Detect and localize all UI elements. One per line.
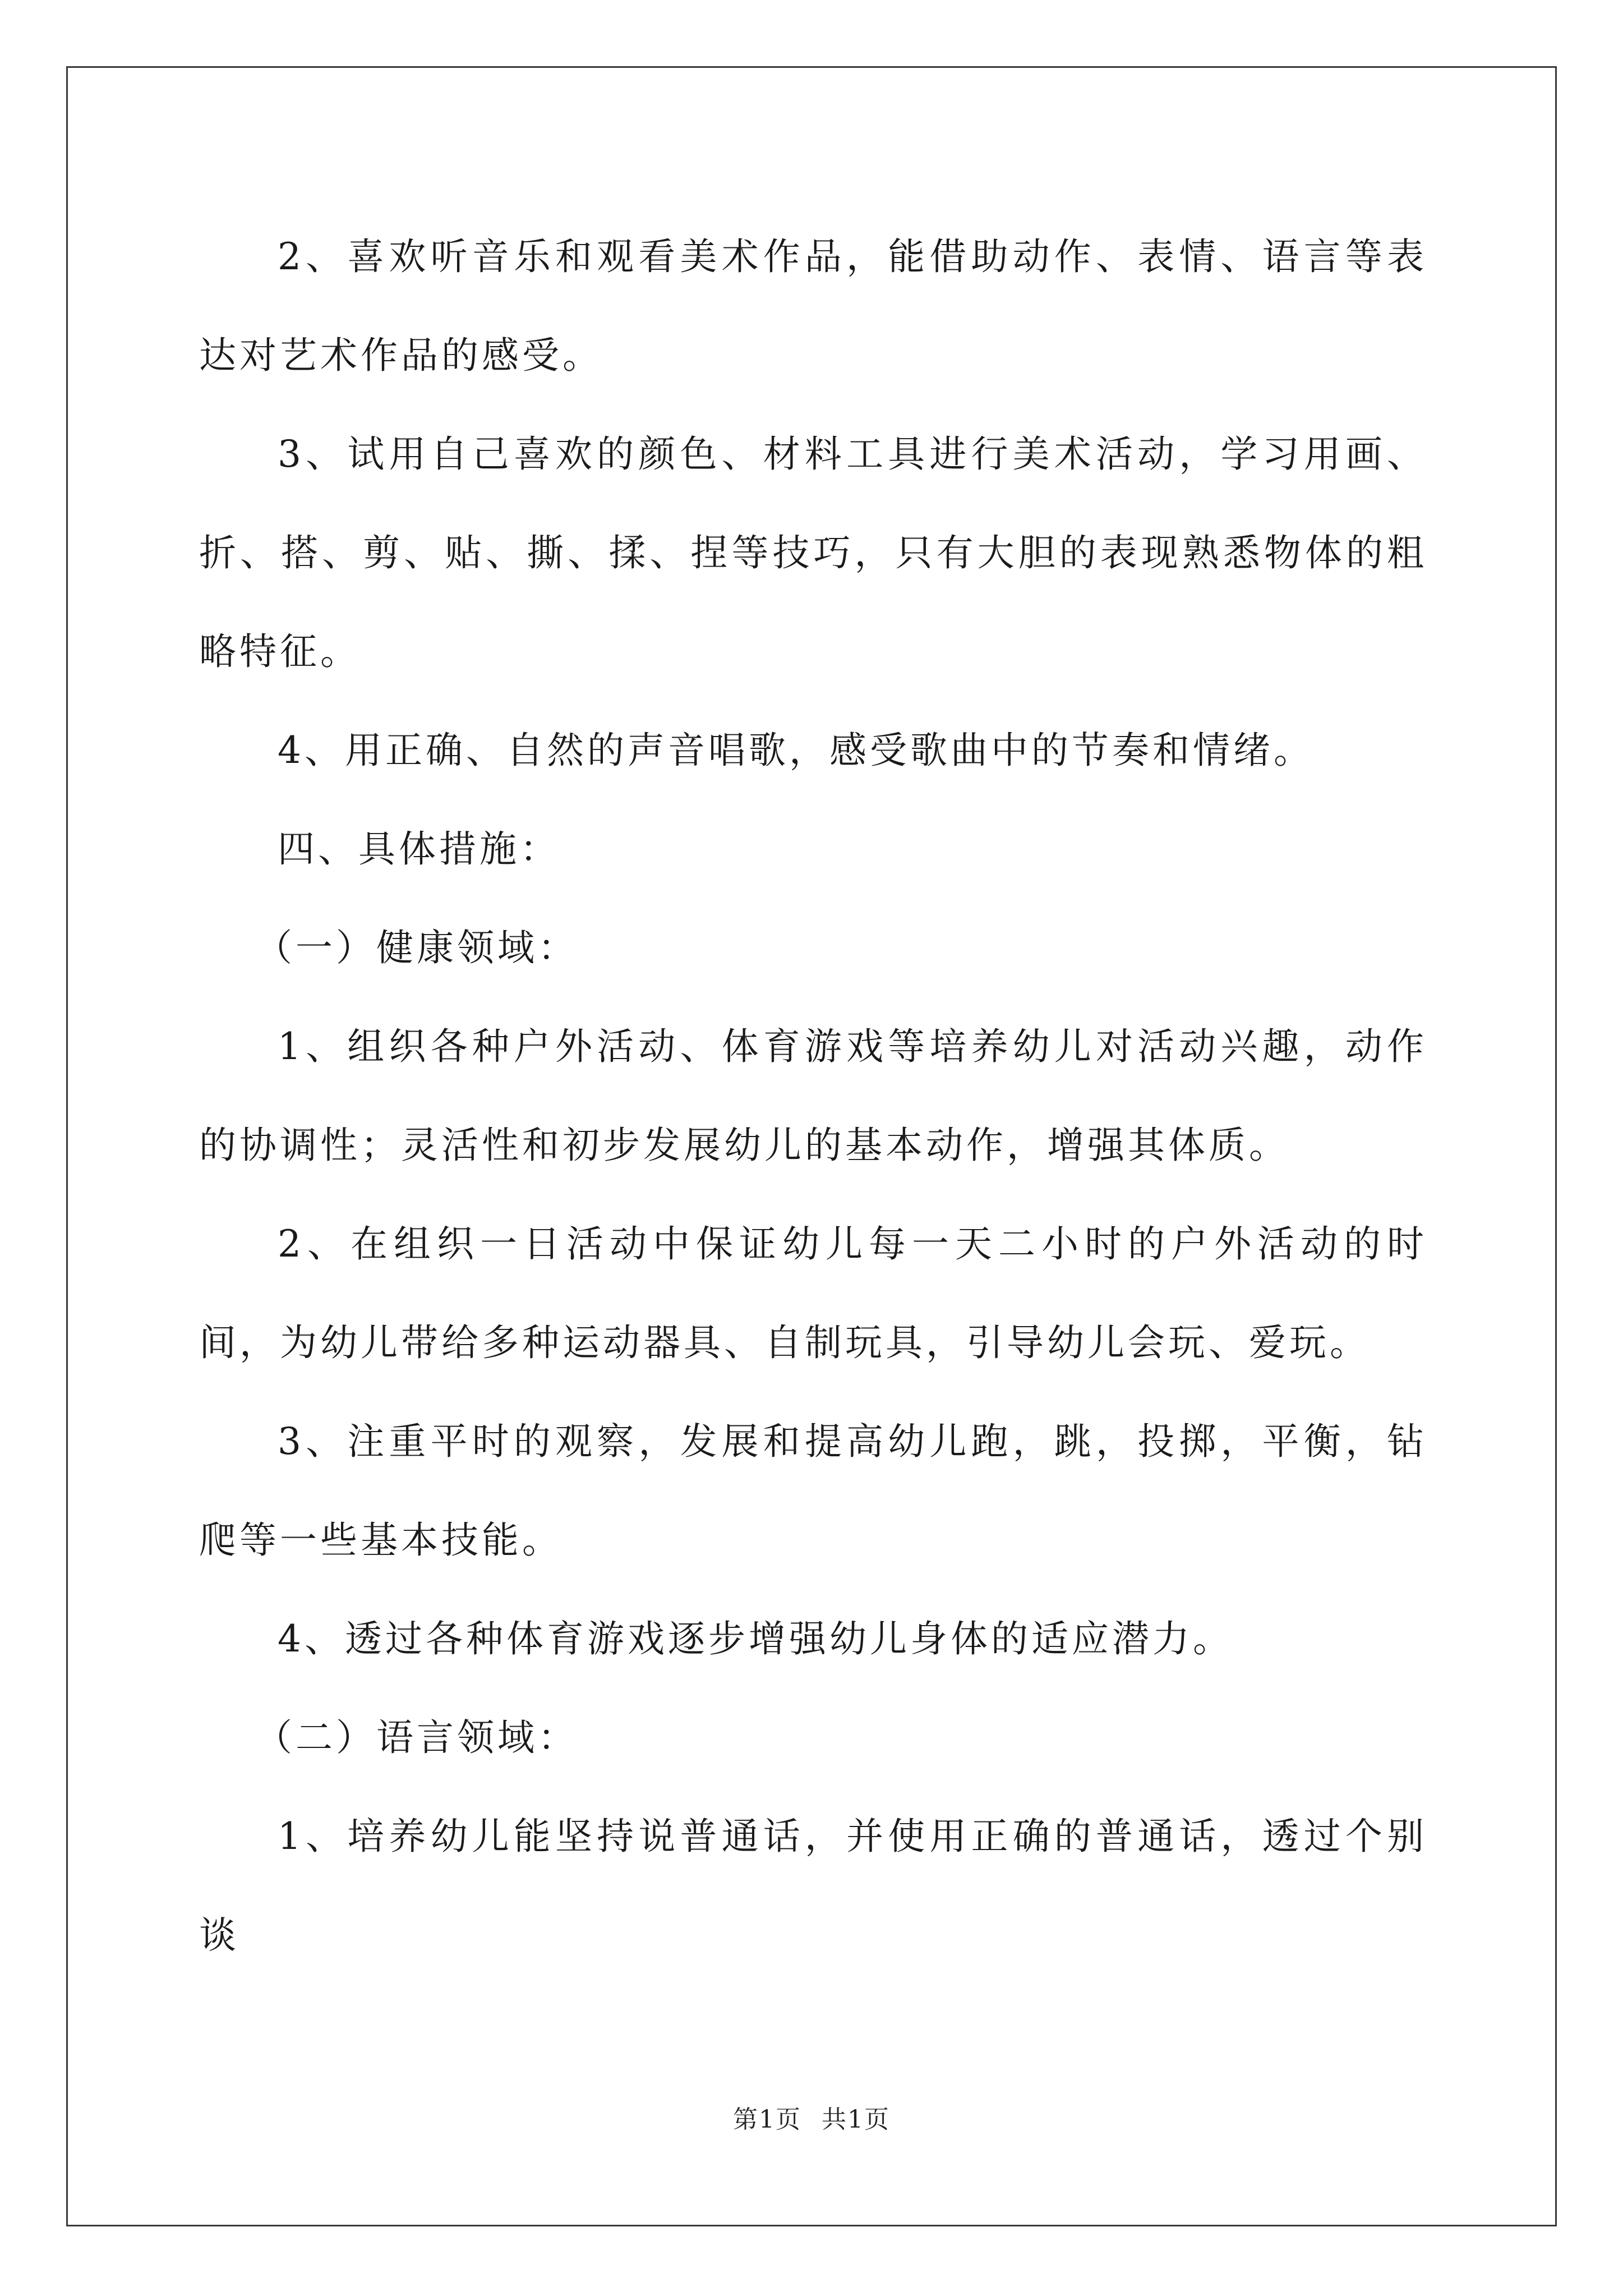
paragraph-art-4: 4、用正确、自然的声音唱歌，感受歌曲中的节奏和情绪。 [278,729,1314,772]
page-number: 第1页 [733,2105,801,2134]
paragraph-health-2: 2、在组织一日活动中保证幼儿每一天二小时的户外活动的时间，为幼儿带给多种运动器具、自制玩具，引导幼儿会玩、爱玩。 [199,1222,1427,1364]
document-body [199,208,1427,1985]
section-heading-measures: 四、具体措施： [278,827,560,871]
paragraph-health-4: 4、透过各种体育游戏逐步增强幼儿身体的适应潜力。 [278,1617,1233,1660]
page-total: 共1页 [822,2105,890,2134]
paragraph-art-2: 2、喜欢听音乐和观看美术作品，能借助动作、表情、语言等表达对艺术作品的感受。 [199,235,1427,377]
page-footer [0,2099,1623,2135]
subheading-health: （一）健康领域： [255,926,578,969]
subheading-language: （二）语言领域： [255,1716,578,1759]
paragraph-art-3: 3、试用自己喜欢的颜色、材料工具进行美术活动，学习用画、折、搭、剪、贴、撕、揉、捏等技巧，只有大胆的表现熟悉物体的粗略特征。 [199,432,1427,673]
paragraph-language-1: 1、培养幼儿能坚持说普通话，并使用正确的普通话，透过个别谈 [199,1815,1427,1957]
paragraph-health-1: 1、组织各种户外活动、体育游戏等培养幼儿对活动兴趣，动作的协调性；灵活性和初步发展幼儿的基本动作，增强其体质。 [199,1025,1427,1167]
paragraph-health-3: 3、注重平时的观察，发展和提高幼儿跑，跳，投掷，平衡，钻爬等一些基本技能。 [199,1420,1427,1562]
